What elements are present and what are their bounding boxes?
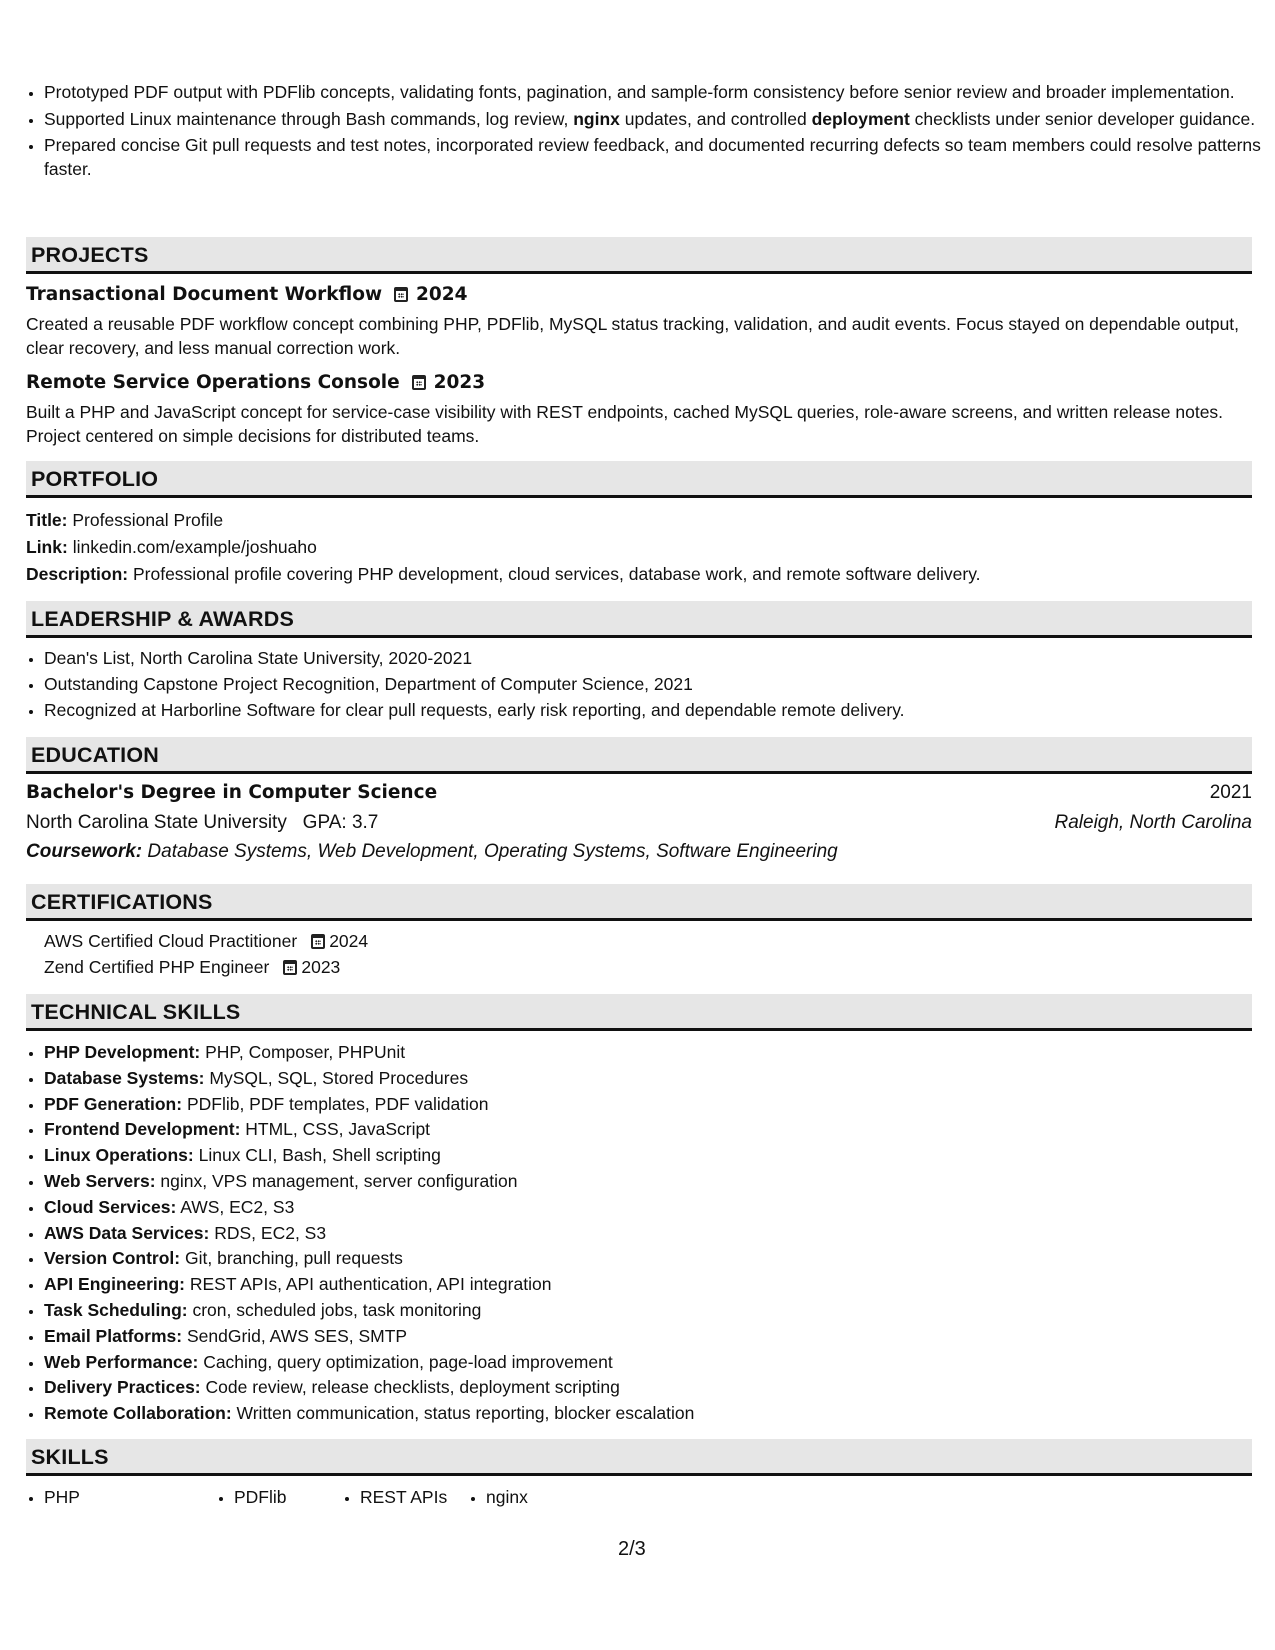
skills-column bbox=[468, 1485, 586, 1510]
skill-item: • PDFlib bbox=[234, 1485, 342, 1510]
portfolio-link-url[interactable]: linkedin.com/example/joshuaho bbox=[72, 537, 317, 557]
calendar-icon bbox=[283, 960, 297, 975]
project-title: Transactional Document Workflow 2024 bbox=[26, 284, 468, 305]
technical-skill-item: • API Engineering: REST APIs, API authentication, API integration bbox=[44, 1272, 694, 1297]
graduation-year: 2021 bbox=[1209, 782, 1252, 803]
degree-name: Bachelor's Degree in Computer Science bbox=[26, 782, 438, 803]
school-location: Raleigh, North Carolina bbox=[1054, 812, 1252, 833]
section-header-projects: PROJECTS bbox=[26, 237, 1252, 274]
education-school-row bbox=[26, 812, 1252, 834]
section-header-portfolio: PORTFOLIO bbox=[26, 461, 1252, 498]
list-item: • Recognized at Harborline Software for clear pull requests, early risk reporting, and dependable remote delivery. bbox=[44, 698, 905, 723]
page-number: 2/3 bbox=[618, 1538, 646, 1560]
technical-skill-item: • Delivery Practices: Code review, release checklists, deployment scripting bbox=[44, 1375, 694, 1400]
education-degree-row bbox=[26, 782, 1252, 804]
technical-skill-item: • AWS Data Services: RDS, EC2, S3 bbox=[44, 1221, 694, 1246]
skills-column bbox=[342, 1485, 468, 1510]
leadership-list bbox=[26, 646, 905, 723]
section-header-education: EDUCATION bbox=[26, 737, 1252, 774]
portfolio-link: Link: linkedin.com/example/joshuaho bbox=[26, 537, 317, 557]
project-description: Built a PHP and JavaScript concept for service-case visibility with REST endpoints, cached MySQL queries, role-aware screens, and written release notes. Project centered on simple decisions for distributed teams. bbox=[26, 402, 1224, 446]
project-description: Created a reusable PDF workflow concept combining PHP, PDFlib, MySQL status tracking, validation, and audit events. Focus stayed on dependable output, clear recovery, and less manual correction work. bbox=[26, 314, 1240, 358]
school-name: North Carolina State University bbox=[26, 812, 287, 833]
list-item: • Supported Linux maintenance through Bash commands, log review, nginx updates, and controlled deployment checklists under senior developer guidance. bbox=[44, 107, 1264, 131]
technical-skill-item: • PDF Generation: PDFlib, PDF templates, PDF validation bbox=[44, 1092, 694, 1117]
calendar-icon bbox=[311, 934, 325, 949]
technical-skill-item: • PHP Development: PHP, Composer, PHPUnit bbox=[44, 1040, 694, 1065]
coursework: Coursework: Database Systems, Web Development, Operating Systems, Software Engineering bbox=[26, 841, 838, 862]
list-item: • Dean's List, North Carolina State University, 2020-2021 bbox=[44, 646, 905, 671]
technical-skill-item: • Remote Collaboration: Written communication, status reporting, blocker escalation bbox=[44, 1401, 694, 1426]
skill-item: • nginx bbox=[486, 1485, 586, 1510]
portfolio-description: Description: Professional profile covering PHP development, cloud services, database work, and remote software delivery. bbox=[26, 564, 981, 584]
project-title: Remote Service Operations Console 2023 bbox=[26, 372, 486, 393]
portfolio-title: Title: Professional Profile bbox=[26, 510, 224, 530]
list-item: AWS Certified Cloud Practitioner 2024 bbox=[44, 931, 369, 951]
calendar-icon bbox=[412, 375, 426, 390]
calendar-icon bbox=[394, 287, 408, 302]
certifications-list bbox=[26, 929, 368, 980]
technical-skill-item: • Web Servers: nginx, VPS management, server configuration bbox=[44, 1169, 694, 1194]
list-item: • Prototyped PDF output with PDFlib concepts, validating fonts, pagination, and sample-form consistency before senior review and broader implementation. bbox=[44, 80, 1264, 104]
skills-columns bbox=[26, 1485, 586, 1510]
experience-bullets bbox=[26, 80, 1264, 184]
skills-column bbox=[216, 1485, 342, 1510]
technical-skill-item: • Database Systems: MySQL, SQL, Stored Procedures bbox=[44, 1066, 694, 1091]
technical-skill-item: • Task Scheduling: cron, scheduled jobs, task monitoring bbox=[44, 1298, 694, 1323]
list-item: • Prepared concise Git pull requests and test notes, incorporated review feedback, and documented recurring defects so team members could resolve patterns faster. bbox=[44, 133, 1264, 181]
section-header-skills: SKILLS bbox=[26, 1439, 1252, 1476]
technical-skill-item: • Web Performance: Caching, query optimization, page-load improvement bbox=[44, 1350, 694, 1375]
technical-skill-item: • Frontend Development: HTML, CSS, JavaScript bbox=[44, 1117, 694, 1142]
skill-item: • PHP bbox=[44, 1485, 216, 1510]
list-item: • Outstanding Capstone Project Recognition, Department of Computer Science, 2021 bbox=[44, 672, 905, 697]
technical-skill-item: • Linux Operations: Linux CLI, Bash, Shell scripting bbox=[44, 1143, 694, 1168]
gpa: GPA: 3.7 bbox=[302, 812, 379, 833]
list-item: Zend Certified PHP Engineer 2023 bbox=[44, 957, 341, 977]
technical-skill-item: • Version Control: Git, branching, pull requests bbox=[44, 1246, 694, 1271]
section-header-technical-skills: TECHNICAL SKILLS bbox=[26, 994, 1252, 1031]
technical-skill-item: • Cloud Services: AWS, EC2, S3 bbox=[44, 1195, 694, 1220]
skills-column bbox=[26, 1485, 216, 1510]
skill-item: • REST APIs bbox=[360, 1485, 468, 1510]
section-header-certifications: CERTIFICATIONS bbox=[26, 884, 1252, 921]
technical-skill-item: • Email Platforms: SendGrid, AWS SES, SMTP bbox=[44, 1324, 694, 1349]
technical-skills-list bbox=[26, 1040, 694, 1427]
section-header-leadership: LEADERSHIP & AWARDS bbox=[26, 601, 1252, 638]
